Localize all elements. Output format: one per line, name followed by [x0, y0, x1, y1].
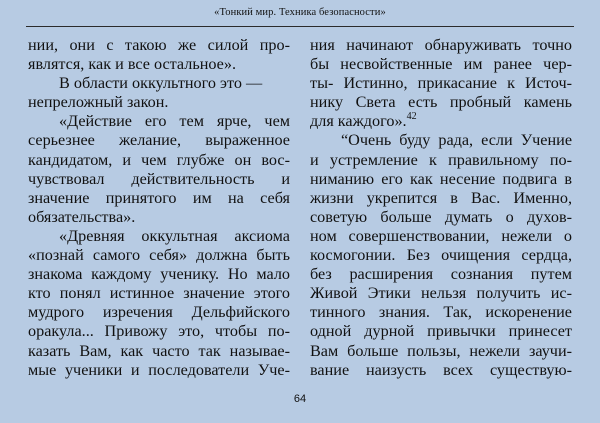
- text-line: [28, 361, 290, 380]
- header-rule: [26, 26, 574, 27]
- text-line: [310, 284, 572, 303]
- text-line: [310, 208, 572, 227]
- text-line-content: бы несвойственные им ранее чер-: [310, 55, 572, 74]
- text-line-content: чувствовал действительность и: [28, 169, 290, 188]
- text-line-content: Живой Этики нельзя получить ис-: [310, 284, 572, 303]
- text-line-content: значение принятого им на себя: [28, 188, 290, 207]
- text-line-content: жизни укрепится в Вас. Именно,: [310, 188, 572, 207]
- text-line: [28, 284, 290, 303]
- text-line-content: для каждого».: [310, 112, 407, 131]
- text-line: [28, 303, 290, 322]
- text-line: [310, 151, 572, 170]
- text-line: [310, 36, 572, 55]
- text-line: [28, 36, 290, 55]
- text-line: [310, 55, 572, 74]
- text-line-content: и устремление к правильному по-: [310, 150, 572, 169]
- text-line-content: Вам больше пользы, нежели заучи-: [310, 341, 572, 360]
- text-line-content: знакома каждому ученику. Но мало: [28, 265, 290, 284]
- text-line: [310, 246, 572, 265]
- text-line: [310, 342, 572, 361]
- text-line: [28, 93, 290, 112]
- text-line-content: оракула... Привожу это, чтобы по-: [28, 322, 290, 341]
- text-line: [310, 361, 572, 380]
- text-line: [28, 208, 290, 227]
- text-line-content: нии, они с такою же силой про-: [28, 36, 290, 54]
- text-line: [28, 322, 290, 341]
- text-line: [310, 74, 572, 93]
- page-number: 64: [293, 393, 307, 405]
- text-line: [28, 227, 290, 246]
- footnote-marker: 42: [406, 111, 417, 123]
- text-line-content: «Действие его тем ярче, чем: [59, 112, 290, 131]
- text-line-content: одной дурной привычки принесет: [310, 322, 572, 341]
- text-line-content: казать Вам, как часто так называе-: [28, 341, 290, 360]
- right-text-column: [310, 36, 572, 380]
- text-line: [310, 322, 572, 341]
- text-line: [28, 151, 290, 170]
- text-line-content: серьезнее желание, выраженное: [28, 131, 290, 150]
- left-text-column: [28, 36, 290, 380]
- text-line-content: без расширения сознания путем: [310, 265, 572, 284]
- text-line-content: «познай самого себя» должна быть: [28, 246, 290, 265]
- text-line-content: ном совершенствовании, нежели о: [310, 226, 572, 245]
- text-line-content: вание наизусть всех существую-: [310, 360, 572, 379]
- text-line: [28, 246, 290, 265]
- text-line-content: “Очень буду рада, если Учение: [341, 131, 572, 150]
- text-line-content: кандидатом, и чем глубже он вос-: [28, 150, 290, 169]
- text-line-content: нику Света есть пробный камень: [310, 93, 572, 112]
- text-line-content: советую больше думать о духов-: [310, 207, 572, 226]
- text-line: [310, 303, 572, 322]
- text-line-content: ниманию его как несение подвига в: [310, 169, 572, 188]
- text-line: [28, 265, 290, 284]
- text-line-content: мудрого изречения Дельфийского: [28, 303, 290, 322]
- text-line-content: «Древняя оккультная аксиома: [59, 226, 290, 245]
- text-line: [28, 55, 290, 74]
- text-line: [310, 189, 572, 208]
- text-line-content: являтся, как и все остальное».: [28, 55, 237, 74]
- text-line-content: космогонии. Без очищения сердца,: [310, 246, 572, 265]
- text-line-content: ты- Истинно, прикасание к Источ-: [310, 74, 572, 93]
- text-line: [310, 227, 572, 246]
- text-line: [310, 131, 572, 150]
- text-line-content: обязательства».: [28, 207, 136, 226]
- text-line: [310, 170, 572, 189]
- text-line-content: В области оккультного это —: [59, 74, 263, 93]
- text-line: [28, 131, 290, 150]
- text-line-content: ния начинают обнаруживать точно: [310, 36, 572, 54]
- text-line: [28, 74, 290, 93]
- text-line-content: непреложный закон.: [28, 93, 169, 112]
- running-header: «Тонкий мир. Техника безопасности»: [214, 7, 386, 18]
- text-line-content: кто понял истинное значение этого: [28, 284, 290, 303]
- text-line: [310, 265, 572, 284]
- text-line-content: тинного знания. Так, искоренение: [310, 303, 572, 322]
- text-line: [28, 189, 290, 208]
- text-line: [28, 112, 290, 131]
- text-line: [28, 342, 290, 361]
- text-line-content: мые ученики и последователи Уче-: [28, 360, 290, 379]
- text-line: [310, 112, 572, 131]
- text-line: [28, 170, 290, 189]
- text-line: [310, 93, 572, 112]
